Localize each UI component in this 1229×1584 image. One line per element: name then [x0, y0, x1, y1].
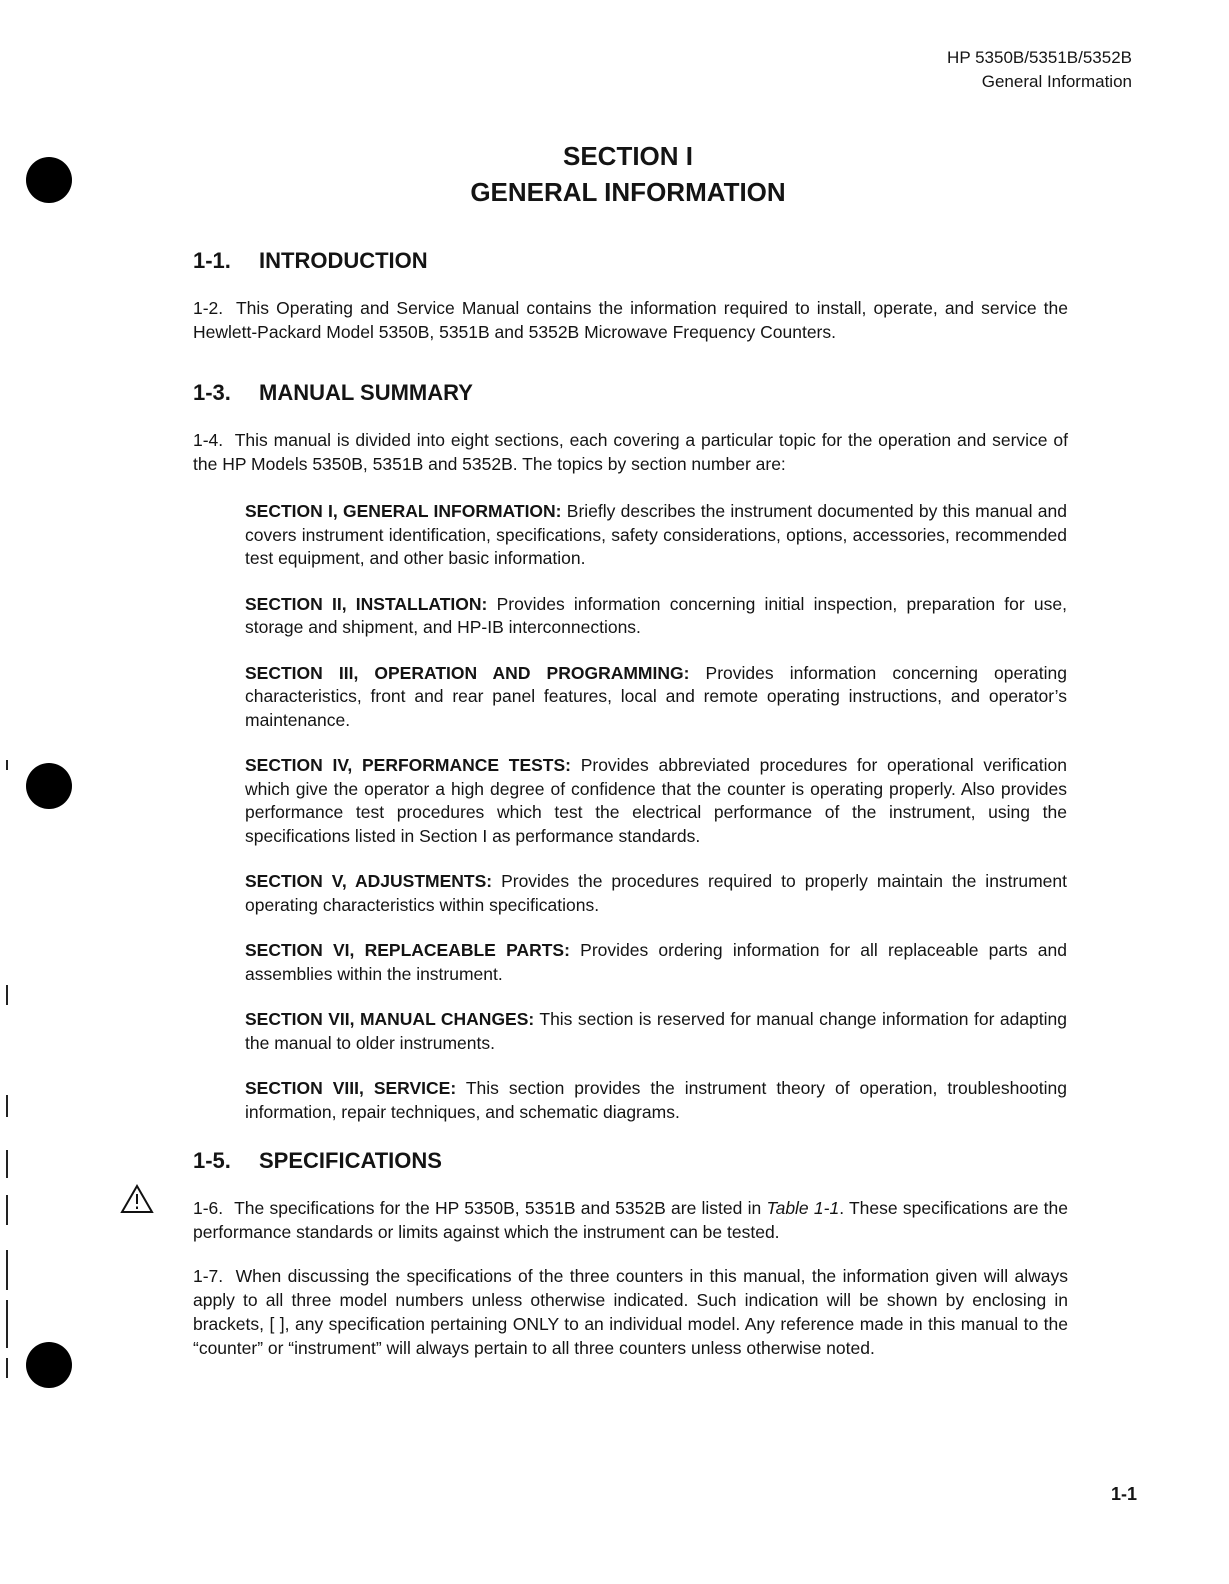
summary-item-text: This section provides the instrument theory of operation, troubleshooting information, repair techniques, and schematic diagrams.	[245, 1078, 1068, 1122]
summary-item	[245, 1077, 1067, 1124]
paragraph-1-7	[193, 1264, 1068, 1360]
summary-item-label: SECTION VIII, SERVICE:	[245, 1078, 457, 1098]
heading-number: 1-5.	[193, 1148, 231, 1173]
summary-item-text: Provides the procedures required to properly maintain the instrument operating characteristics within specifications.	[245, 871, 1067, 915]
summary-item-label: SECTION IV, PERFORMANCE TESTS:	[245, 755, 571, 775]
scan-mark	[6, 760, 8, 770]
summary-item	[245, 500, 1067, 571]
summary-item-label: SECTION VI, REPLACEABLE PARTS:	[245, 940, 570, 960]
running-header	[947, 46, 1132, 94]
page-body	[193, 246, 1068, 1360]
scan-mark	[6, 1150, 8, 1178]
heading-manual-summary	[193, 378, 1068, 408]
heading-specifications	[193, 1146, 1068, 1176]
heading-title: MANUAL SUMMARY	[259, 380, 473, 405]
scan-mark	[6, 1195, 8, 1225]
summary-item-label: SECTION V, ADJUSTMENTS:	[245, 871, 493, 891]
summary-item-label: SECTION VII, MANUAL CHANGES:	[245, 1009, 535, 1029]
scan-mark	[6, 1095, 8, 1117]
heading-number: 1-3.	[193, 380, 231, 405]
scan-mark	[6, 1358, 8, 1378]
heading-introduction	[193, 246, 1068, 276]
summary-item	[245, 593, 1067, 640]
paragraph-number: 1-7.	[193, 1266, 224, 1286]
paragraph-number: 1-2.	[193, 298, 224, 318]
paragraph-number: 1-4.	[193, 430, 224, 450]
summary-item	[245, 662, 1067, 733]
paragraph-text: This Operating and Service Manual contains the information required to install, operate, and service the Hewlett-Packard Model 5350B, 5351B and 5352B Microwave Frequency Counters.	[193, 298, 1068, 342]
summary-item-label: SECTION III, OPERATION AND PROGRAMMING:	[245, 662, 690, 683]
page-number: 1-1	[1110, 1484, 1137, 1504]
paragraph-text: . These specifications are the performance standards or limits against which the instrument can be tested.	[193, 1198, 1068, 1242]
section-summary-list	[245, 500, 1067, 1124]
table-reference: Table 1-1	[766, 1198, 840, 1218]
paragraph-text: When discussing the specifications of the three counters in this manual, the information given will always apply to all three model numbers unless otherwise indicated. Such indication will be shown by enclosing in brackets, [ ], any specification pertaining ONLY to an individual model. Any reference made in this manual to the “counter” or “instrument” will always pertain to all three counters unless otherwise noted.	[193, 1266, 1068, 1358]
summary-item-text: Provides ordering information for all replaceable parts and assemblies within the instrument.	[245, 940, 1067, 984]
heading-number: 1-1.	[193, 248, 231, 273]
summary-item-text: Provides information concerning operating characteristics, front and rear panel features, local and remote operating instructions, and operator’s maintenance.	[245, 662, 1067, 730]
punch-hole	[26, 1342, 72, 1388]
summary-item	[245, 939, 1067, 986]
header-subtitle: General Information	[981, 72, 1132, 91]
summary-item-label: SECTION II, INSTALLATION:	[245, 593, 488, 614]
paragraph-1-6	[193, 1196, 1068, 1244]
section-heading	[0, 138, 1229, 210]
scan-mark	[6, 985, 8, 1005]
paragraph-text: The specifications for the HP 5350B, 5351B and 5352B are listed in	[234, 1198, 762, 1218]
section-subtitle: GENERAL INFORMATION	[470, 177, 786, 207]
paragraph-1-4	[193, 428, 1068, 476]
warning-triangle-icon	[120, 1184, 154, 1214]
summary-item	[245, 1008, 1067, 1055]
scan-mark	[6, 1250, 8, 1290]
paragraph-text: This manual is divided into eight sections, each covering a particular topic for the operation and service of the HP Models 5350B, 5351B and 5352B. The topics by section number are:	[193, 430, 1068, 474]
heading-title: INTRODUCTION	[259, 248, 428, 273]
summary-item-text: This section is reserved for manual change information for adapting the manual to older instruments.	[245, 1009, 1068, 1053]
paragraph-number: 1-6.	[193, 1198, 224, 1218]
heading-title: SPECIFICATIONS	[259, 1148, 442, 1173]
summary-item-text: Briefly describes the instrument documented by this manual and covers instrument identification, specifications, safety considerations, options, accessories, recommended test equipment, and other basic information.	[245, 501, 1067, 568]
summary-item	[245, 870, 1067, 917]
section-title: SECTION I	[562, 141, 693, 171]
summary-item-text: Provides abbreviated procedures for operational verification which give the operator a high degree of confidence that the counter is operating properly. Also provides performance test procedures which test the electrical performance of the instrument, using the specifications listed in Section I as performance standards.	[245, 755, 1067, 846]
paragraph-1-2	[193, 296, 1068, 344]
header-model: HP 5350B/5351B/5352B	[947, 48, 1132, 67]
summary-item	[245, 754, 1067, 848]
punch-hole	[26, 763, 72, 809]
summary-item-text: Provides information concerning initial inspection, preparation for use, storage and shipment, and HP-IB interconnections.	[245, 593, 1067, 637]
summary-item-label: SECTION I, GENERAL INFORMATION:	[245, 501, 562, 521]
scan-mark	[6, 1300, 8, 1348]
